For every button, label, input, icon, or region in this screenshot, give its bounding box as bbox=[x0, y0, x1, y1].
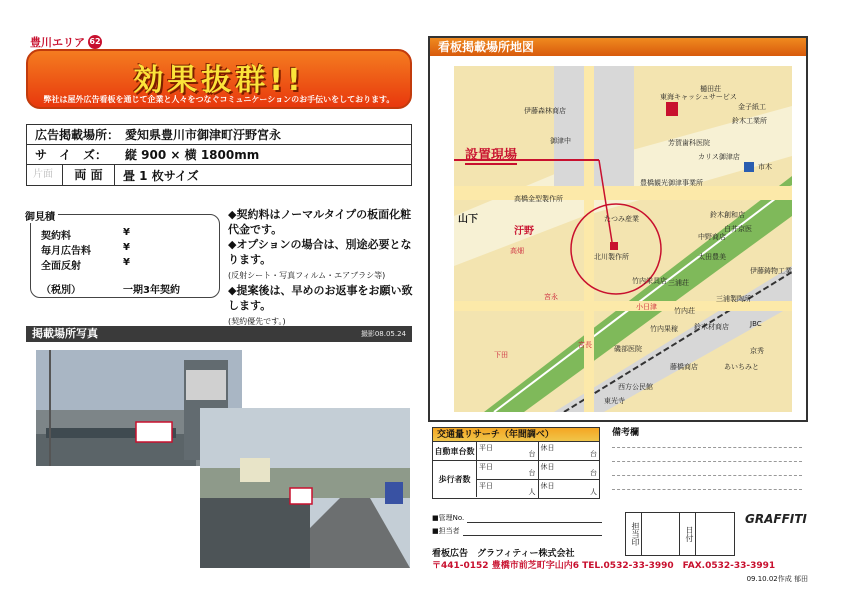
estimate-box bbox=[30, 214, 220, 298]
map-label: 竹内果稼 bbox=[650, 325, 678, 333]
unit-label: 台 bbox=[590, 450, 597, 458]
stamp-date-label: 日付 bbox=[680, 513, 696, 555]
holiday-label: 休日 bbox=[540, 463, 555, 471]
map-label: 高橋金型製作所 bbox=[514, 195, 563, 203]
unit-label: 台 bbox=[528, 469, 536, 477]
unit-label: 台 bbox=[528, 450, 536, 458]
contract-term: 一期3年契約 bbox=[123, 285, 180, 296]
map-label: 中野商店 bbox=[698, 233, 726, 241]
walk-holiday bbox=[539, 461, 600, 479]
location-row bbox=[27, 125, 411, 145]
banner-title: 効果抜群!! bbox=[133, 63, 305, 98]
estimate-row bbox=[41, 257, 130, 272]
map-label: 御津中 bbox=[550, 137, 571, 145]
map-label: 北川製作所 bbox=[594, 253, 629, 261]
footer-address: 〒441-0152 豊橋市前芝町字山内6 TEL.0532-33-3990 FAX.0532-33-3991 bbox=[432, 561, 776, 571]
site-photo-2 bbox=[200, 408, 410, 568]
map-place: 宮長 bbox=[578, 341, 592, 349]
walk-holiday-person bbox=[539, 480, 600, 498]
car-label: 自動車台数 bbox=[433, 442, 477, 460]
photo-title: 掲載場所写真 bbox=[32, 327, 98, 340]
estimate-value: ¥ bbox=[123, 227, 130, 238]
map-label: 白井京医 bbox=[724, 225, 752, 233]
map-label: 樋田荘 bbox=[700, 85, 721, 93]
banner bbox=[26, 49, 412, 109]
car-weekday bbox=[477, 442, 539, 460]
estimate-row bbox=[41, 227, 130, 242]
estimate-term-row bbox=[41, 281, 180, 296]
side-label: 片面 bbox=[27, 165, 63, 185]
stamp-person-field[interactable] bbox=[642, 513, 680, 555]
traffic-table bbox=[432, 427, 600, 499]
map-label: 鈴木創和店 bbox=[710, 211, 745, 219]
traffic-title: 交通量リサーチ（年間調べ） bbox=[433, 428, 599, 442]
map-label: あいちみと bbox=[724, 363, 759, 371]
walk-cells bbox=[477, 461, 599, 498]
estimate-label: 全面反射 bbox=[41, 261, 81, 272]
area-number: 62 bbox=[88, 35, 102, 49]
map-place: 宮永 bbox=[544, 293, 558, 301]
map-label: 三浦製陶所 bbox=[716, 295, 751, 303]
location-value: 愛知県豊川市御津町汙野宮永 bbox=[125, 128, 282, 142]
map-label: カリス御津店 bbox=[698, 153, 740, 161]
note-3-small: (契約優先です。) bbox=[228, 317, 286, 326]
staff-label: ■担当者 bbox=[432, 527, 460, 535]
map-label: 磯部医院 bbox=[614, 345, 642, 353]
banner-subtitle: 弊社は屋外広告看板を通じて企業と人々をつなぐコミュニケーションのお手伝いをしております。 bbox=[43, 95, 395, 104]
estimate-row bbox=[41, 242, 130, 257]
car-holiday bbox=[539, 442, 600, 460]
map-place: 汙野 bbox=[514, 226, 534, 237]
map-label: 鈴木工業所 bbox=[732, 117, 767, 125]
map-label: 藤橋商店 bbox=[670, 363, 698, 371]
staff-line bbox=[432, 523, 602, 536]
note-2: ◆オプションの場合は、別途必要となります。 bbox=[228, 238, 412, 266]
remarks-title: 備考欄 bbox=[612, 428, 640, 438]
map-label: JBC bbox=[750, 320, 762, 328]
map-label: 西方公民館 bbox=[618, 383, 653, 391]
walk-line-2 bbox=[477, 480, 599, 498]
map-place: 高畑 bbox=[510, 247, 524, 255]
remark-line bbox=[612, 461, 802, 462]
remark-line bbox=[612, 489, 802, 490]
photo-date: 撮影08.05.24 bbox=[360, 330, 406, 338]
weekday-label: 平日 bbox=[479, 482, 493, 490]
graffiti-logo: GRAFFITI bbox=[745, 512, 807, 526]
size-row bbox=[27, 145, 411, 165]
map-label: 伊藤森林商店 bbox=[524, 107, 566, 115]
map-label: 竹内栄具店 bbox=[632, 277, 667, 285]
notes bbox=[228, 207, 418, 329]
walk-row bbox=[433, 461, 599, 498]
footer-company: 看板広告 グラフィティー株式会社 bbox=[432, 549, 575, 559]
map-label: 京秀 bbox=[750, 347, 764, 355]
map-label: 東海キャッシュサービス bbox=[660, 93, 737, 101]
walk-weekday-person bbox=[477, 480, 539, 498]
map-label: 豊橋観光御津事業所 bbox=[640, 179, 703, 187]
map-label: たつみ産業 bbox=[604, 215, 639, 223]
estimate-value: ¥ bbox=[123, 257, 130, 268]
area-tag bbox=[30, 34, 102, 50]
stamp-person-label: 担当印 bbox=[626, 513, 642, 555]
weekday-label: 平日 bbox=[479, 444, 493, 452]
map-header: 看板掲載場所地図 bbox=[430, 38, 806, 56]
tatami-value: 畳 1 枚サイズ bbox=[123, 168, 199, 183]
estimate-title: 御見積 bbox=[22, 208, 58, 223]
management-label: ■管理No. bbox=[432, 514, 465, 522]
remark-line bbox=[612, 475, 802, 476]
size-value: 縦 900 × 横 1800mm bbox=[125, 148, 260, 162]
created-date: 09.10.02作成 郁田 bbox=[746, 575, 808, 583]
management-block bbox=[432, 510, 602, 536]
location-label: 広告掲載場所： bbox=[35, 128, 120, 142]
area-label: 豊川エリア bbox=[30, 36, 85, 49]
estimate-label: 毎月広告料 bbox=[41, 246, 91, 257]
map-place: 小日津 bbox=[636, 303, 657, 311]
walk-line-1 bbox=[477, 461, 599, 480]
photo-header bbox=[26, 326, 412, 342]
map-label: 三浦荘 bbox=[668, 279, 689, 287]
staff-field[interactable] bbox=[463, 535, 602, 536]
map-place: 山下 bbox=[458, 214, 478, 225]
estimate-label: 契約料 bbox=[41, 231, 71, 242]
info-table bbox=[26, 124, 412, 186]
unit-label: 人 bbox=[528, 488, 536, 496]
map-label: 東光寺 bbox=[604, 397, 625, 405]
map-place: 下田 bbox=[494, 351, 508, 359]
stamp-date-field[interactable] bbox=[696, 513, 734, 555]
sides-value: 両 面 bbox=[63, 165, 115, 185]
map-label: 金子紙工 bbox=[738, 103, 766, 111]
unit-label: 人 bbox=[590, 488, 597, 496]
car-row bbox=[433, 442, 599, 461]
holiday-label: 休日 bbox=[540, 482, 555, 490]
remark-line bbox=[612, 447, 802, 448]
sides-row bbox=[27, 165, 411, 185]
map-label: 鈴木材商店 bbox=[694, 323, 729, 331]
tax-label: （税別） bbox=[41, 285, 81, 296]
size-label: サ イ ズ： bbox=[35, 148, 108, 162]
note-1: ◆契約料はノーマルタイプの板面化粧代金です。 bbox=[228, 208, 412, 236]
map-label: 芳賀歯科医院 bbox=[668, 139, 710, 147]
note-3: ◆提案後は、早めのお返事をお願い致します。 bbox=[228, 284, 413, 312]
estimate-value: ¥ bbox=[123, 242, 130, 253]
walk-weekday bbox=[477, 461, 539, 479]
map-label: 竹内荘 bbox=[674, 307, 695, 315]
management-field[interactable] bbox=[467, 522, 602, 523]
weekday-label: 平日 bbox=[479, 463, 493, 471]
map-label: 市木 bbox=[758, 163, 772, 171]
walk-label: 歩行者数 bbox=[433, 461, 477, 497]
stamp-box bbox=[625, 512, 735, 556]
map-label: 太田豊美 bbox=[698, 253, 726, 261]
unit-label: 台 bbox=[590, 469, 597, 477]
holiday-label: 休日 bbox=[540, 444, 555, 452]
management-line bbox=[432, 510, 602, 523]
map bbox=[454, 66, 792, 412]
note-2-small: (反射シート・写真フィルム・エアブラシ等) bbox=[228, 271, 386, 280]
site-label: 設置現場 bbox=[465, 144, 517, 165]
map-label: 伊藤鋳物工業 bbox=[750, 267, 792, 275]
